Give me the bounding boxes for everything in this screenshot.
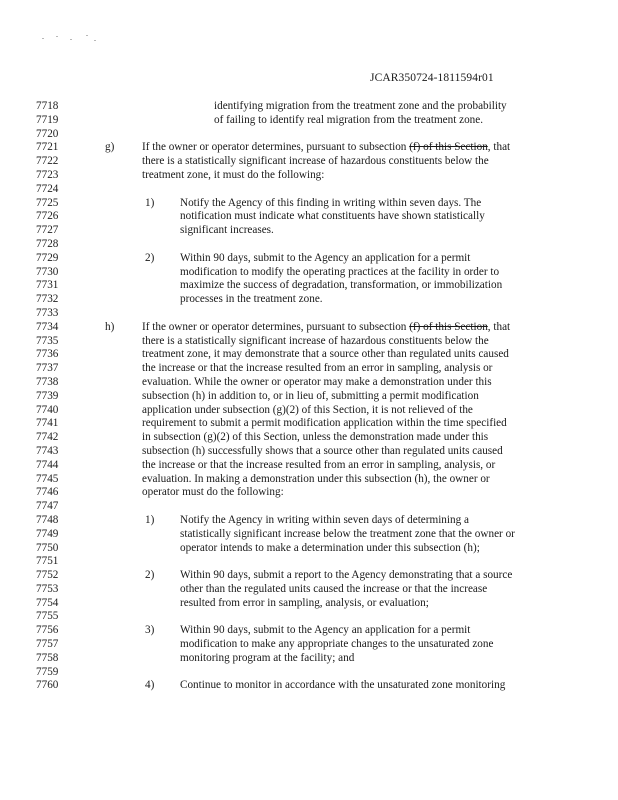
line-text	[180, 652, 354, 666]
text-segment: significant increases.	[180, 224, 274, 237]
text-segment: statistically significant increase below the treatment zone that the owner or	[180, 527, 515, 540]
document-line	[0, 542, 618, 556]
line-number: 7745	[36, 472, 59, 485]
line-number: 7720	[36, 127, 59, 140]
line-text	[180, 293, 323, 307]
line-text	[142, 473, 490, 487]
scan-speck-marks	[34, 30, 104, 50]
line-number: 7735	[36, 334, 59, 347]
line-number: 7740	[36, 403, 59, 416]
text-segment: notification must indicate what constituents have shown statistically	[180, 210, 485, 223]
text-segment: operator must do the following:	[142, 486, 284, 499]
line-number: 7738	[36, 375, 59, 388]
document-line	[0, 514, 618, 528]
subsection-label: 3)	[145, 624, 155, 637]
line-number: 7737	[36, 362, 59, 375]
document-line	[0, 169, 618, 183]
line-number: 7719	[36, 113, 59, 126]
line-text	[180, 528, 515, 542]
line-number: 7748	[36, 513, 59, 526]
text-segment: Notify the Agency in writing within seven days of determining a	[180, 513, 469, 526]
text-segment: , that	[487, 141, 511, 154]
line-text	[180, 583, 487, 597]
line-text	[180, 514, 469, 528]
document-line	[0, 486, 618, 500]
text-segment: processes in the treatment zone.	[180, 293, 323, 306]
document-line	[0, 307, 618, 321]
text-segment: subsection (h) in addition to, or in lieu of, submitting a permit modification	[142, 389, 479, 402]
text-segment: resulted from error in sampling, analysis, or evaluation;	[180, 596, 429, 609]
document-line	[0, 114, 618, 128]
text-segment: Within 90 days, submit to the Agency an application for a permit	[180, 624, 471, 637]
document-line	[0, 459, 618, 473]
line-number: 7734	[36, 320, 59, 333]
line-number: 7727	[36, 224, 59, 237]
text-segment: the increase or that the increase resulted from an error in sampling, analysis, or	[142, 458, 496, 471]
line-number: 7744	[36, 458, 59, 471]
line-text	[180, 679, 505, 693]
line-text	[180, 266, 499, 280]
line-text	[214, 114, 483, 128]
document-line	[0, 252, 618, 266]
line-text	[180, 624, 470, 638]
line-number: 7752	[36, 569, 59, 582]
line-number: 7758	[36, 651, 59, 664]
subsection-label: 2)	[145, 569, 155, 582]
line-number: 7721	[36, 141, 59, 154]
text-segment: Within 90 days, submit a report to the Agency demonstrating that a source	[180, 569, 513, 582]
line-number: 7756	[36, 624, 59, 637]
text-segment: operator intends to make a determination under this subsection (h);	[180, 541, 480, 554]
text-segment: in subsection (g)(2) of this Section, unless the demonstration made under this	[142, 431, 489, 444]
text-segment: subsection (h) successfully shows that a source other than regulated units caused	[142, 444, 503, 457]
line-text	[142, 459, 495, 473]
text-segment: treatment zone, it must do the following:	[142, 168, 325, 181]
document-line	[0, 666, 618, 680]
subsection-label: g)	[105, 141, 115, 154]
document-line	[0, 197, 618, 211]
line-number: 7723	[36, 168, 59, 181]
line-number: 7755	[36, 610, 59, 623]
line-number: 7747	[36, 500, 59, 513]
line-number: 7730	[36, 265, 59, 278]
line-text	[180, 210, 485, 224]
text-segment: maximize the success of degradation, transformation, or immobilization	[180, 279, 503, 292]
text-segment: , that	[487, 320, 511, 333]
line-text	[180, 252, 470, 266]
document-line	[0, 555, 618, 569]
line-number: 7760	[36, 679, 59, 692]
text-segment: evaluation. In making a demonstration under this subsection (h), the owner or	[142, 472, 490, 485]
text-segment: requirement to submit a permit modification application within the time specified	[142, 417, 507, 430]
line-number: 7724	[36, 182, 59, 195]
text-segment: the increase or that the increase resulted from an error in sampling, analysis or	[142, 362, 493, 375]
document-line	[0, 293, 618, 307]
line-text	[142, 169, 324, 183]
document-line	[0, 210, 618, 224]
line-text	[142, 141, 510, 155]
document-line	[0, 279, 618, 293]
document-line	[0, 597, 618, 611]
line-text	[214, 100, 507, 114]
line-number: 7733	[36, 306, 59, 319]
document-line	[0, 266, 618, 280]
struck-text: (f) of this Section	[409, 320, 488, 333]
text-segment: of failing to identify real migration from the treatment zone.	[214, 113, 484, 126]
text-segment: If the owner or operator determines, pursuant to subsection	[142, 320, 410, 333]
line-number: 7732	[36, 293, 59, 306]
text-segment: monitoring program at the facility; and	[180, 651, 355, 664]
line-number: 7718	[36, 100, 59, 112]
document-line	[0, 404, 618, 418]
subsection-label: 1)	[145, 196, 155, 209]
line-text	[180, 279, 502, 293]
line-number: 7757	[36, 638, 59, 651]
document-line	[0, 183, 618, 197]
line-number: 7751	[36, 555, 59, 568]
document-line	[0, 473, 618, 487]
line-number: 7754	[36, 596, 59, 609]
line-number: 7741	[36, 417, 59, 430]
struck-text: (f) of this Section	[409, 141, 488, 154]
document-line	[0, 321, 618, 335]
line-number: 7728	[36, 237, 59, 250]
line-number: 7743	[36, 444, 59, 457]
text-segment: If the owner or operator determines, pursuant to subsection	[142, 141, 410, 154]
line-text	[142, 445, 503, 459]
line-number: 7726	[36, 210, 59, 223]
text-segment: application under subsection (g)(2) of this Section, it is not relieved of the	[142, 403, 473, 416]
line-number: 7736	[36, 348, 59, 361]
document-line	[0, 528, 618, 542]
line-number: 7739	[36, 389, 59, 402]
line-text	[180, 597, 429, 611]
line-text	[142, 376, 492, 390]
line-text	[180, 569, 512, 583]
document-line	[0, 155, 618, 169]
text-segment: identifying migration from the treatment zone and the probability	[214, 100, 507, 112]
document-line	[0, 583, 618, 597]
line-text	[142, 431, 488, 445]
line-number: 7722	[36, 155, 59, 168]
document-line	[0, 431, 618, 445]
line-text	[142, 390, 479, 404]
line-text	[142, 348, 509, 362]
text-segment: Continue to monitor in accordance with the unsaturated zone monitoring	[180, 679, 506, 692]
document-line	[0, 362, 618, 376]
document-line	[0, 652, 618, 666]
document-line	[0, 679, 618, 693]
text-segment: modification to make any appropriate changes to the unsaturated zone	[180, 638, 494, 651]
document-line	[0, 335, 618, 349]
document-body	[0, 100, 618, 693]
line-text	[180, 197, 481, 211]
line-number: 7742	[36, 431, 59, 444]
line-text	[180, 542, 480, 556]
document-line	[0, 141, 618, 155]
text-segment: Within 90 days, submit to the Agency an application for a permit	[180, 251, 471, 264]
document-line	[0, 500, 618, 514]
line-number: 7746	[36, 486, 59, 499]
line-text	[180, 638, 493, 652]
document-line	[0, 624, 618, 638]
text-segment: evaluation. While the owner or operator may make a demonstration under this	[142, 375, 492, 388]
document-id-header: JCAR350724-1811594r01	[370, 72, 494, 84]
line-text	[180, 224, 274, 238]
text-segment: modification to modify the operating practices at the facility in order to	[180, 265, 500, 278]
document-line	[0, 238, 618, 252]
line-text	[142, 155, 489, 169]
line-number: 7753	[36, 582, 59, 595]
document-line	[0, 224, 618, 238]
line-number: 7759	[36, 665, 59, 678]
line-number: 7731	[36, 279, 59, 292]
text-segment: Notify the Agency of this finding in writing within seven days. The	[180, 196, 482, 209]
line-text	[142, 321, 510, 335]
line-text	[142, 362, 492, 376]
subsection-label: h)	[105, 320, 115, 333]
document-line	[0, 638, 618, 652]
document-line	[0, 417, 618, 431]
subsection-label: 4)	[145, 679, 155, 692]
line-number: 7750	[36, 541, 59, 554]
line-text	[142, 486, 284, 500]
line-text	[142, 417, 507, 431]
subsection-label: 2)	[145, 251, 155, 264]
document-line	[0, 376, 618, 390]
text-segment: treatment zone, it may demonstrate that a source other than regulated units caused	[142, 348, 509, 361]
document-line	[0, 445, 618, 459]
text-segment: other than the regulated units caused the increase or that the increase	[180, 582, 488, 595]
document-line	[0, 100, 618, 114]
document-line	[0, 348, 618, 362]
line-number: 7725	[36, 196, 59, 209]
line-number: 7729	[36, 251, 59, 264]
document-line	[0, 128, 618, 142]
document-line	[0, 390, 618, 404]
line-text	[142, 335, 489, 349]
document-line	[0, 569, 618, 583]
line-number: 7749	[36, 527, 59, 540]
subsection-label: 1)	[145, 513, 155, 526]
line-text	[142, 404, 473, 418]
text-segment: there is a statistically significant increase of hazardous constituents below the	[142, 334, 489, 347]
document-line	[0, 610, 618, 624]
text-segment: there is a statistically significant increase of hazardous constituents below the	[142, 155, 489, 168]
